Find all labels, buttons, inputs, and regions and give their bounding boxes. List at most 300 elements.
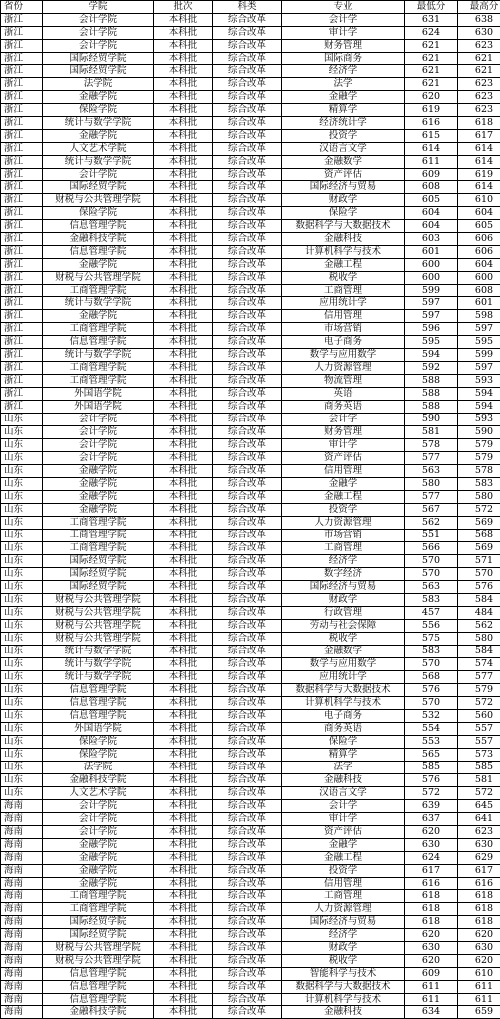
min-score-cell: 620 — [405, 826, 458, 839]
min-score-cell: 604 — [405, 220, 458, 233]
school-cell: 金融科技学院 — [43, 1006, 154, 1019]
school-cell: 会计学院 — [43, 452, 154, 465]
category-cell: 综合改革 — [213, 722, 282, 735]
min-score-cell: 597 — [405, 310, 458, 323]
category-cell: 综合改革 — [213, 709, 282, 722]
max-score-cell: 621 — [458, 65, 500, 78]
table-row — [1, 207, 500, 220]
province-cell: 山东 — [1, 439, 43, 452]
max-score-cell: 580 — [458, 490, 500, 503]
table-row — [1, 632, 500, 645]
school-cell: 保险学院 — [43, 104, 154, 117]
major-cell: 投资学 — [282, 129, 405, 142]
major-cell: 工商管理 — [282, 890, 405, 903]
major-cell: 市场营销 — [282, 323, 405, 336]
major-cell: 资产评估 — [282, 452, 405, 465]
min-score-cell: 634 — [405, 1006, 458, 1019]
school-cell: 财税与公共管理学院 — [43, 954, 154, 967]
max-score-cell: 579 — [458, 439, 500, 452]
max-score-cell: 572 — [458, 787, 500, 800]
category-cell: 综合改革 — [213, 826, 282, 839]
batch-cell: 本科批 — [154, 1006, 213, 1019]
major-cell: 计算机科学与技术 — [282, 697, 405, 710]
max-score-cell: 621 — [458, 52, 500, 65]
max-score-cell: 594 — [458, 400, 500, 413]
min-score-cell: 637 — [405, 813, 458, 826]
batch-cell: 本科批 — [154, 697, 213, 710]
max-score-cell: 572 — [458, 503, 500, 516]
min-score-cell: 583 — [405, 645, 458, 658]
major-cell: 应用统计学 — [282, 671, 405, 684]
max-score-cell: 623 — [458, 104, 500, 117]
min-score-cell: 567 — [405, 503, 458, 516]
province-cell: 浙江 — [1, 194, 43, 207]
category-cell: 综合改革 — [213, 168, 282, 181]
province-cell: 浙江 — [1, 155, 43, 168]
category-cell: 综合改革 — [213, 632, 282, 645]
batch-cell: 本科批 — [154, 168, 213, 181]
category-cell: 综合改革 — [213, 465, 282, 478]
batch-cell: 本科批 — [154, 851, 213, 864]
major-cell: 数字经济 — [282, 568, 405, 581]
school-cell: 统计与数学学院 — [43, 658, 154, 671]
min-score-cell: 604 — [405, 207, 458, 220]
batch-cell: 本科批 — [154, 800, 213, 813]
category-cell: 综合改革 — [213, 233, 282, 246]
major-cell: 金融工程 — [282, 851, 405, 864]
category-cell: 综合改革 — [213, 387, 282, 400]
table-row — [1, 490, 500, 503]
category-cell: 综合改革 — [213, 117, 282, 130]
province-cell: 浙江 — [1, 387, 43, 400]
min-score-cell: 576 — [405, 774, 458, 787]
province-cell: 浙江 — [1, 220, 43, 233]
table-row — [1, 658, 500, 671]
province-cell: 山东 — [1, 452, 43, 465]
min-score-cell: 603 — [405, 233, 458, 246]
table-row — [1, 220, 500, 233]
max-score-cell: 568 — [458, 529, 500, 542]
batch-cell: 本科批 — [154, 413, 213, 426]
school-cell: 国际经贸学院 — [43, 52, 154, 65]
school-cell: 财税与公共管理学院 — [43, 194, 154, 207]
max-score-cell: 606 — [458, 245, 500, 258]
province-cell: 浙江 — [1, 168, 43, 181]
min-score-cell: 599 — [405, 284, 458, 297]
province-cell: 浙江 — [1, 310, 43, 323]
max-score-cell: 569 — [458, 542, 500, 555]
major-cell: 国际经济与贸易 — [282, 581, 405, 594]
school-cell: 统计与数学学院 — [43, 349, 154, 362]
school-cell: 人文艺术学院 — [43, 142, 154, 155]
max-score-cell: 618 — [458, 890, 500, 903]
major-cell: 财政学 — [282, 942, 405, 955]
province-cell: 山东 — [1, 593, 43, 606]
school-cell: 信息管理学院 — [43, 697, 154, 710]
batch-cell: 本科批 — [154, 129, 213, 142]
school-cell: 金融科技学院 — [43, 774, 154, 787]
batch-cell: 本科批 — [154, 722, 213, 735]
min-score-cell: 577 — [405, 490, 458, 503]
province-cell: 海南 — [1, 877, 43, 890]
max-score-cell: 580 — [458, 632, 500, 645]
min-score-cell: 572 — [405, 787, 458, 800]
major-cell: 电子商务 — [282, 709, 405, 722]
min-score-cell: 616 — [405, 117, 458, 130]
max-score-cell: 579 — [458, 452, 500, 465]
min-score-cell: 551 — [405, 529, 458, 542]
table-row — [1, 787, 500, 800]
batch-cell: 本科批 — [154, 297, 213, 310]
min-score-cell: 609 — [405, 168, 458, 181]
school-cell: 会计学院 — [43, 800, 154, 813]
school-cell: 外国语学院 — [43, 400, 154, 413]
batch-cell: 本科批 — [154, 748, 213, 761]
min-score-cell: 619 — [405, 104, 458, 117]
category-cell: 综合改革 — [213, 542, 282, 555]
major-cell: 人力资源管理 — [282, 516, 405, 529]
column-header-school: 学院 — [43, 1, 154, 14]
table-row — [1, 568, 500, 581]
min-score-cell: 620 — [405, 91, 458, 104]
max-score-cell: 581 — [458, 774, 500, 787]
table-row — [1, 465, 500, 478]
province-cell: 山东 — [1, 709, 43, 722]
school-cell: 信息管理学院 — [43, 336, 154, 349]
column-header-category: 科类 — [213, 1, 282, 14]
school-cell: 信息管理学院 — [43, 684, 154, 697]
major-cell: 计算机科学与技术 — [282, 245, 405, 258]
category-cell: 综合改革 — [213, 813, 282, 826]
major-cell: 应用统计学 — [282, 297, 405, 310]
min-score-cell: 630 — [405, 838, 458, 851]
batch-cell: 本科批 — [154, 400, 213, 413]
max-score-cell: 576 — [458, 581, 500, 594]
table-row — [1, 671, 500, 684]
table-row — [1, 954, 500, 967]
category-cell: 综合改革 — [213, 207, 282, 220]
school-cell: 工商管理学院 — [43, 516, 154, 529]
category-cell: 综合改革 — [213, 516, 282, 529]
max-score-cell: 569 — [458, 516, 500, 529]
school-cell: 保险学院 — [43, 735, 154, 748]
major-cell: 投资学 — [282, 503, 405, 516]
table-row — [1, 735, 500, 748]
major-cell: 财政学 — [282, 194, 405, 207]
max-score-cell: 620 — [458, 954, 500, 967]
school-cell: 工商管理学院 — [43, 374, 154, 387]
province-cell: 海南 — [1, 800, 43, 813]
school-cell: 信息管理学院 — [43, 709, 154, 722]
max-score-cell: 484 — [458, 606, 500, 619]
province-cell: 浙江 — [1, 117, 43, 130]
major-cell: 英语 — [282, 387, 405, 400]
school-cell: 工商管理学院 — [43, 542, 154, 555]
batch-cell: 本科批 — [154, 581, 213, 594]
batch-cell: 本科批 — [154, 954, 213, 967]
batch-cell: 本科批 — [154, 310, 213, 323]
school-cell: 财税与公共管理学院 — [43, 593, 154, 606]
major-cell: 国际经济与贸易 — [282, 916, 405, 929]
min-score-cell: 605 — [405, 194, 458, 207]
max-score-cell: 617 — [458, 129, 500, 142]
province-cell: 海南 — [1, 1006, 43, 1019]
batch-cell: 本科批 — [154, 645, 213, 658]
major-cell: 金融数学 — [282, 645, 405, 658]
min-score-cell: 570 — [405, 555, 458, 568]
province-cell: 浙江 — [1, 181, 43, 194]
batch-cell: 本科批 — [154, 890, 213, 903]
category-cell: 综合改革 — [213, 271, 282, 284]
min-score-cell: 621 — [405, 39, 458, 52]
table-row — [1, 877, 500, 890]
major-cell: 商务英语 — [282, 722, 405, 735]
min-score-cell: 608 — [405, 181, 458, 194]
school-cell: 财税与公共管理学院 — [43, 619, 154, 632]
max-score-cell: 619 — [458, 168, 500, 181]
max-score-cell: 572 — [458, 697, 500, 710]
province-cell: 山东 — [1, 658, 43, 671]
table-row — [1, 349, 500, 362]
table-row — [1, 1006, 500, 1019]
category-cell: 综合改革 — [213, 336, 282, 349]
column-header-min-score: 最低分 — [405, 1, 458, 14]
table-row — [1, 851, 500, 864]
min-score-cell: 609 — [405, 967, 458, 980]
table-row — [1, 142, 500, 155]
batch-cell: 本科批 — [154, 374, 213, 387]
table-row — [1, 65, 500, 78]
batch-cell: 本科批 — [154, 735, 213, 748]
batch-cell: 本科批 — [154, 220, 213, 233]
school-cell: 信息管理学院 — [43, 220, 154, 233]
school-cell: 金融学院 — [43, 477, 154, 490]
table-row — [1, 722, 500, 735]
min-score-cell: 577 — [405, 452, 458, 465]
batch-cell: 本科批 — [154, 233, 213, 246]
min-score-cell: 592 — [405, 361, 458, 374]
max-score-cell: 605 — [458, 220, 500, 233]
max-score-cell: 617 — [458, 864, 500, 877]
province-cell: 浙江 — [1, 400, 43, 413]
category-cell: 综合改革 — [213, 361, 282, 374]
table-row — [1, 271, 500, 284]
category-cell: 综合改革 — [213, 155, 282, 168]
province-cell: 山东 — [1, 748, 43, 761]
category-cell: 综合改革 — [213, 323, 282, 336]
min-score-cell: 563 — [405, 465, 458, 478]
table-row — [1, 761, 500, 774]
province-cell: 山东 — [1, 529, 43, 542]
major-cell: 经济学 — [282, 555, 405, 568]
major-cell: 审计学 — [282, 26, 405, 39]
major-cell: 精算学 — [282, 748, 405, 761]
school-cell: 会计学院 — [43, 26, 154, 39]
province-cell: 山东 — [1, 697, 43, 710]
batch-cell: 本科批 — [154, 761, 213, 774]
category-cell: 综合改革 — [213, 967, 282, 980]
batch-cell: 本科批 — [154, 39, 213, 52]
major-cell: 计算机科学与技术 — [282, 993, 405, 1006]
table-row — [1, 774, 500, 787]
province-cell: 海南 — [1, 942, 43, 955]
table-row — [1, 709, 500, 722]
category-cell: 综合改革 — [213, 258, 282, 271]
min-score-cell: 583 — [405, 593, 458, 606]
school-cell: 法学院 — [43, 78, 154, 91]
table-row — [1, 697, 500, 710]
school-cell: 国际经贸学院 — [43, 568, 154, 581]
category-cell: 综合改革 — [213, 181, 282, 194]
table-row — [1, 800, 500, 813]
school-cell: 会计学院 — [43, 826, 154, 839]
province-cell: 山东 — [1, 516, 43, 529]
major-cell: 数据科学与大数据技术 — [282, 220, 405, 233]
category-cell: 综合改革 — [213, 864, 282, 877]
school-cell: 会计学院 — [43, 439, 154, 452]
category-cell: 综合改革 — [213, 787, 282, 800]
category-cell: 综合改革 — [213, 349, 282, 362]
max-score-cell: 659 — [458, 1006, 500, 1019]
max-score-cell: 597 — [458, 323, 500, 336]
min-score-cell: 621 — [405, 65, 458, 78]
max-score-cell: 597 — [458, 361, 500, 374]
batch-cell: 本科批 — [154, 142, 213, 155]
category-cell: 综合改革 — [213, 671, 282, 684]
major-cell: 数学与应用数学 — [282, 658, 405, 671]
min-score-cell: 570 — [405, 697, 458, 710]
min-score-cell: 621 — [405, 52, 458, 65]
province-cell: 浙江 — [1, 26, 43, 39]
table-row — [1, 942, 500, 955]
table-row — [1, 78, 500, 91]
max-score-cell: 614 — [458, 142, 500, 155]
province-cell: 山东 — [1, 477, 43, 490]
school-cell: 会计学院 — [43, 426, 154, 439]
max-score-cell: 593 — [458, 374, 500, 387]
min-score-cell: 588 — [405, 387, 458, 400]
category-cell: 综合改革 — [213, 593, 282, 606]
category-cell: 综合改革 — [213, 684, 282, 697]
province-cell: 山东 — [1, 555, 43, 568]
major-cell: 资产评估 — [282, 168, 405, 181]
batch-cell: 本科批 — [154, 555, 213, 568]
table-row — [1, 929, 500, 942]
category-cell: 综合改革 — [213, 503, 282, 516]
min-score-cell: 639 — [405, 800, 458, 813]
province-cell: 浙江 — [1, 374, 43, 387]
table-row — [1, 452, 500, 465]
category-cell: 综合改革 — [213, 568, 282, 581]
table-row — [1, 374, 500, 387]
min-score-cell: 565 — [405, 748, 458, 761]
table-row — [1, 361, 500, 374]
major-cell: 劳动与社会保障 — [282, 619, 405, 632]
min-score-cell: 588 — [405, 400, 458, 413]
school-cell: 国际经贸学院 — [43, 555, 154, 568]
major-cell: 审计学 — [282, 813, 405, 826]
column-header-batch: 批次 — [154, 1, 213, 14]
province-cell: 山东 — [1, 735, 43, 748]
major-cell: 工商管理 — [282, 284, 405, 297]
batch-cell: 本科批 — [154, 65, 213, 78]
table-row — [1, 233, 500, 246]
max-score-cell: 557 — [458, 722, 500, 735]
major-cell: 金融数学 — [282, 155, 405, 168]
max-score-cell: 616 — [458, 877, 500, 890]
max-score-cell: 641 — [458, 813, 500, 826]
min-score-cell: 614 — [405, 142, 458, 155]
batch-cell: 本科批 — [154, 606, 213, 619]
min-score-cell: 611 — [405, 155, 458, 168]
table-row — [1, 245, 500, 258]
min-score-cell: 620 — [405, 929, 458, 942]
province-cell: 海南 — [1, 916, 43, 929]
major-cell: 财务管理 — [282, 426, 405, 439]
batch-cell: 本科批 — [154, 709, 213, 722]
category-cell: 综合改革 — [213, 477, 282, 490]
max-score-cell: 595 — [458, 336, 500, 349]
major-cell: 法学 — [282, 78, 405, 91]
province-cell: 山东 — [1, 490, 43, 503]
batch-cell: 本科批 — [154, 387, 213, 400]
batch-cell: 本科批 — [154, 349, 213, 362]
min-score-cell: 556 — [405, 619, 458, 632]
school-cell: 保险学院 — [43, 748, 154, 761]
batch-cell: 本科批 — [154, 258, 213, 271]
category-cell: 综合改革 — [213, 748, 282, 761]
max-score-cell: 630 — [458, 26, 500, 39]
batch-cell: 本科批 — [154, 903, 213, 916]
major-cell: 会计学 — [282, 13, 405, 26]
batch-cell: 本科批 — [154, 813, 213, 826]
min-score-cell: 588 — [405, 374, 458, 387]
min-score-cell: 590 — [405, 413, 458, 426]
province-cell: 山东 — [1, 465, 43, 478]
max-score-cell: 574 — [458, 658, 500, 671]
category-cell: 综合改革 — [213, 581, 282, 594]
province-cell: 海南 — [1, 993, 43, 1006]
category-cell: 综合改革 — [213, 619, 282, 632]
min-score-cell: 597 — [405, 297, 458, 310]
category-cell: 综合改革 — [213, 877, 282, 890]
batch-cell: 本科批 — [154, 336, 213, 349]
province-cell: 海南 — [1, 903, 43, 916]
table-row — [1, 258, 500, 271]
max-score-cell: 645 — [458, 800, 500, 813]
category-cell: 综合改革 — [213, 245, 282, 258]
max-score-cell: 630 — [458, 942, 500, 955]
batch-cell: 本科批 — [154, 52, 213, 65]
min-score-cell: 580 — [405, 477, 458, 490]
school-cell: 会计学院 — [43, 13, 154, 26]
max-score-cell: 620 — [458, 929, 500, 942]
min-score-cell: 576 — [405, 684, 458, 697]
school-cell: 财税与公共管理学院 — [43, 632, 154, 645]
province-cell: 山东 — [1, 581, 43, 594]
max-score-cell: 618 — [458, 903, 500, 916]
batch-cell: 本科批 — [154, 826, 213, 839]
min-score-cell: 630 — [405, 942, 458, 955]
school-cell: 财税与公共管理学院 — [43, 606, 154, 619]
batch-cell: 本科批 — [154, 916, 213, 929]
min-score-cell: 570 — [405, 658, 458, 671]
province-cell: 浙江 — [1, 91, 43, 104]
school-cell: 信息管理学院 — [43, 980, 154, 993]
major-cell: 审计学 — [282, 439, 405, 452]
school-cell: 工商管理学院 — [43, 903, 154, 916]
batch-cell: 本科批 — [154, 864, 213, 877]
